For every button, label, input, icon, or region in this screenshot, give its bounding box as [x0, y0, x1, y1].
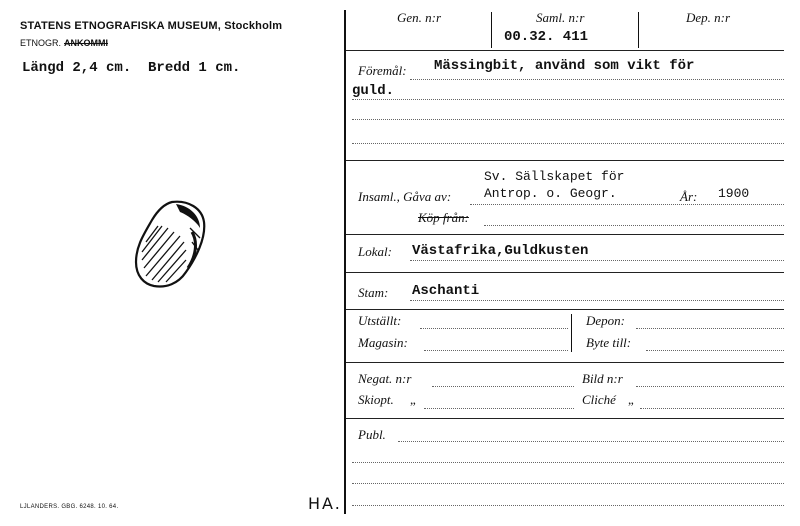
insaml-above: Sv. Sällskapet för [484, 169, 625, 184]
insaml-label: Insaml., Gåva av: [358, 189, 452, 204]
gen-label: Gen. n:r [397, 10, 442, 25]
insaml-rule [346, 234, 784, 235]
insaml-dots [470, 204, 784, 205]
insaml-value: Antrop. o. Geogr. [484, 186, 617, 201]
depon-dots [636, 328, 784, 329]
etnogr-line [20, 38, 108, 48]
lokal-label: Lokal: [358, 244, 392, 259]
etnogr-stamp: ANKOMMI [64, 38, 109, 48]
utstallt-label: Utställt: [358, 313, 402, 328]
negat-rule [346, 418, 784, 419]
depon-divider [571, 314, 572, 352]
saml-label: Saml. n:r [536, 10, 585, 25]
object-drawing [130, 198, 210, 290]
foremal-line1: Mässingbit, använd som vikt för [434, 58, 695, 74]
publ-dots-3 [352, 483, 784, 484]
foremal-dots-4 [352, 143, 784, 144]
publ-label: Publ. [358, 427, 386, 442]
depon-label: Depon: [586, 313, 625, 328]
stam-value: Aschanti [412, 283, 480, 299]
bild-dots [636, 386, 784, 387]
foremal-line2: guld. [352, 83, 395, 99]
cliche-label: Cliché [582, 392, 616, 407]
foremal-dots-1 [410, 79, 784, 80]
stam-dots [410, 300, 784, 301]
cliche-dots [640, 408, 784, 409]
foremal-dots-3 [352, 119, 784, 120]
foremal-label: Föremål: [358, 63, 407, 78]
museum-name: STATENS ETNOGRAFISKA MUSEUM, Stockholm [20, 20, 283, 32]
publ-dots-4 [352, 505, 784, 506]
utstallt-dots [420, 328, 568, 329]
foremal-dots-2 [352, 99, 784, 100]
negat-label: Negat. n:r [358, 371, 412, 386]
skiopt-dots [424, 408, 574, 409]
byte-dots [646, 350, 784, 351]
lokal-rule [346, 272, 784, 273]
byte-label: Byte till: [586, 335, 632, 350]
publ-dots-1 [398, 441, 784, 442]
kop-dots [484, 225, 784, 226]
header-divider-1 [491, 12, 492, 48]
cliche-ditto: „ [628, 392, 634, 407]
magasin-label: Magasin: [358, 335, 408, 350]
measurements: Längd 2,4 cm. Bredd 1 cm. [22, 60, 241, 76]
lokal-value: Västafrika,Guldkusten [412, 243, 589, 259]
saml-value: 00.32. 411 [504, 29, 589, 45]
bild-label: Bild n:r [582, 371, 623, 386]
printer-line: LJLANDERS. GBG. 6248. 10. 64. [20, 504, 119, 510]
stam-label: Stam: [358, 285, 389, 300]
ar-label: År: [680, 189, 698, 204]
magasin-dots [424, 350, 568, 351]
skiopt-label: Skiopt. [358, 392, 394, 407]
header-divider-2 [638, 12, 639, 48]
negat-dots [432, 386, 574, 387]
stam-rule [346, 309, 784, 310]
kop-label: Köp från: [418, 210, 469, 225]
etnogr-label: ETNOGR. [20, 38, 62, 48]
foremal-rule [346, 160, 784, 161]
ar-value: 1900 [718, 186, 750, 201]
lokal-dots-1 [410, 260, 784, 261]
skiopt-ditto: „ [410, 392, 416, 407]
header-rule [346, 50, 784, 51]
dep-label: Dep. n:r [686, 10, 731, 25]
initials: HA. [308, 494, 342, 513]
publ-dots-2 [352, 462, 784, 463]
card-left-border [344, 10, 346, 514]
magasin-rule [346, 362, 784, 363]
